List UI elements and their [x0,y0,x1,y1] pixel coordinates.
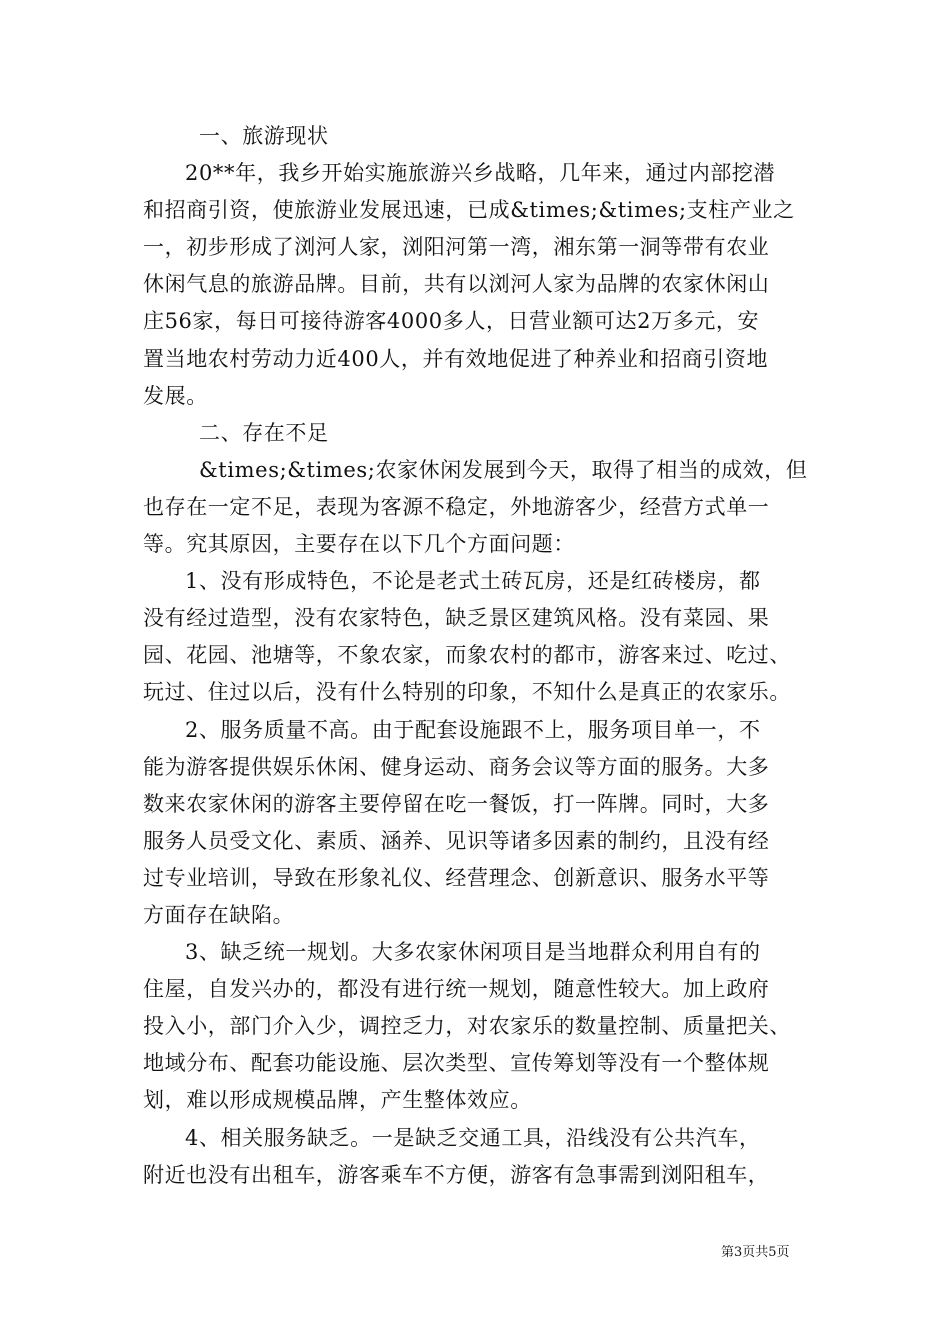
document-body [143,118,815,1194]
paragraph-line: 服务人员受文化、素质、涵养、见识等诸多因素的制约，且没有经 [143,828,770,853]
paragraph-line: 园、花园、池塘等，不象农家，而象农村的都市，游客来过、吃过、 [143,643,791,668]
paragraph-line: 投入小，部门介入少，调控乏力，对农家乐的数量控制、质量把关、 [143,1014,791,1039]
paragraph-line: 地域分布、配套功能设施、层次类型、宣传筹划等没有一个整体规 [143,1051,770,1076]
paragraph-line: 玩过、住过以后，没有什么特别的印象，不知什么是真正的农家乐。 [143,680,791,705]
section-heading-tourism-status: 一、旅游现状 [199,124,329,148]
paragraph-line: 20**年，我乡开始实施旅游兴乡战略，几年来，通过内部挖潜 [185,161,776,186]
paragraph-line: 附近也没有出租车，游客乘车不方便，游客有急事需到浏阳租车， [143,1162,770,1187]
paragraph-line: 庄56家，每日可接待游客4000多人，日营业额可达2万多元，安 [143,309,760,334]
paragraph-line: 休闲气息的旅游品牌。目前，共有以浏河人家为品牌的农家休闲山 [143,272,770,297]
paragraph-line: 发展。 [143,383,208,408]
list-item-line: 2、服务质量不高。由于配套设施跟不上，服务项目单一，不 [185,717,761,742]
paragraph-line: 等。究其原因，主要存在以下几个方面问题： [143,532,575,557]
paragraph-line: 数来农家休闲的游客主要停留在吃一餐饭，打一阵牌。同时，大多 [143,791,770,816]
paragraph-line: 和招商引资，使旅游业发展迅速，已成&times;&times;支柱产业之 [143,198,795,223]
paragraph-line: 能为游客提供娱乐休闲、健身运动、商务会议等方面的服务。大多 [143,754,770,779]
paragraph-line: 过专业培训，导致在形象礼仪、经营理念、创新意识、服务水平等 [143,865,770,890]
list-item-line: 3、缺乏统一规划。大多农家休闲项目是当地群众利用自有的 [185,940,761,965]
paragraph-line: 住屋，自发兴办的，都没有进行统一规划，随意性较大。加上政府 [143,977,770,1002]
list-item-line: 1、没有形成特色，不论是老式土砖瓦房，还是红砖楼房，都 [185,569,761,594]
paragraph-line: 没有经过造型，没有农家特色，缺乏景区建筑风格。没有菜园、果 [143,606,770,631]
paragraph-line: 一，初步形成了浏河人家，浏阳河第一湾，湘东第一洞等带有农业 [143,235,770,260]
page-number: 第3页共5页 [721,1245,790,1260]
paragraph-line: &times;&times;农家休闲发展到今天，取得了相当的成效，但 [199,457,808,482]
list-item-line: 4、相关服务缺乏。一是缺乏交通工具，沿线没有公共汽车， [185,1125,761,1150]
paragraph-line: 置当地农村劳动力近400人，并有效地促进了种养业和招商引资地 [143,346,769,371]
paragraph-line: 方面存在缺陷。 [143,902,295,927]
paragraph-line: 划，难以形成规模品牌，产生整体效应。 [143,1088,532,1113]
section-heading-shortcomings: 二、存在不足 [199,420,329,445]
paragraph-line: 也存在一定不足，表现为客源不稳定，外地游客少，经营方式单一 [143,494,770,519]
